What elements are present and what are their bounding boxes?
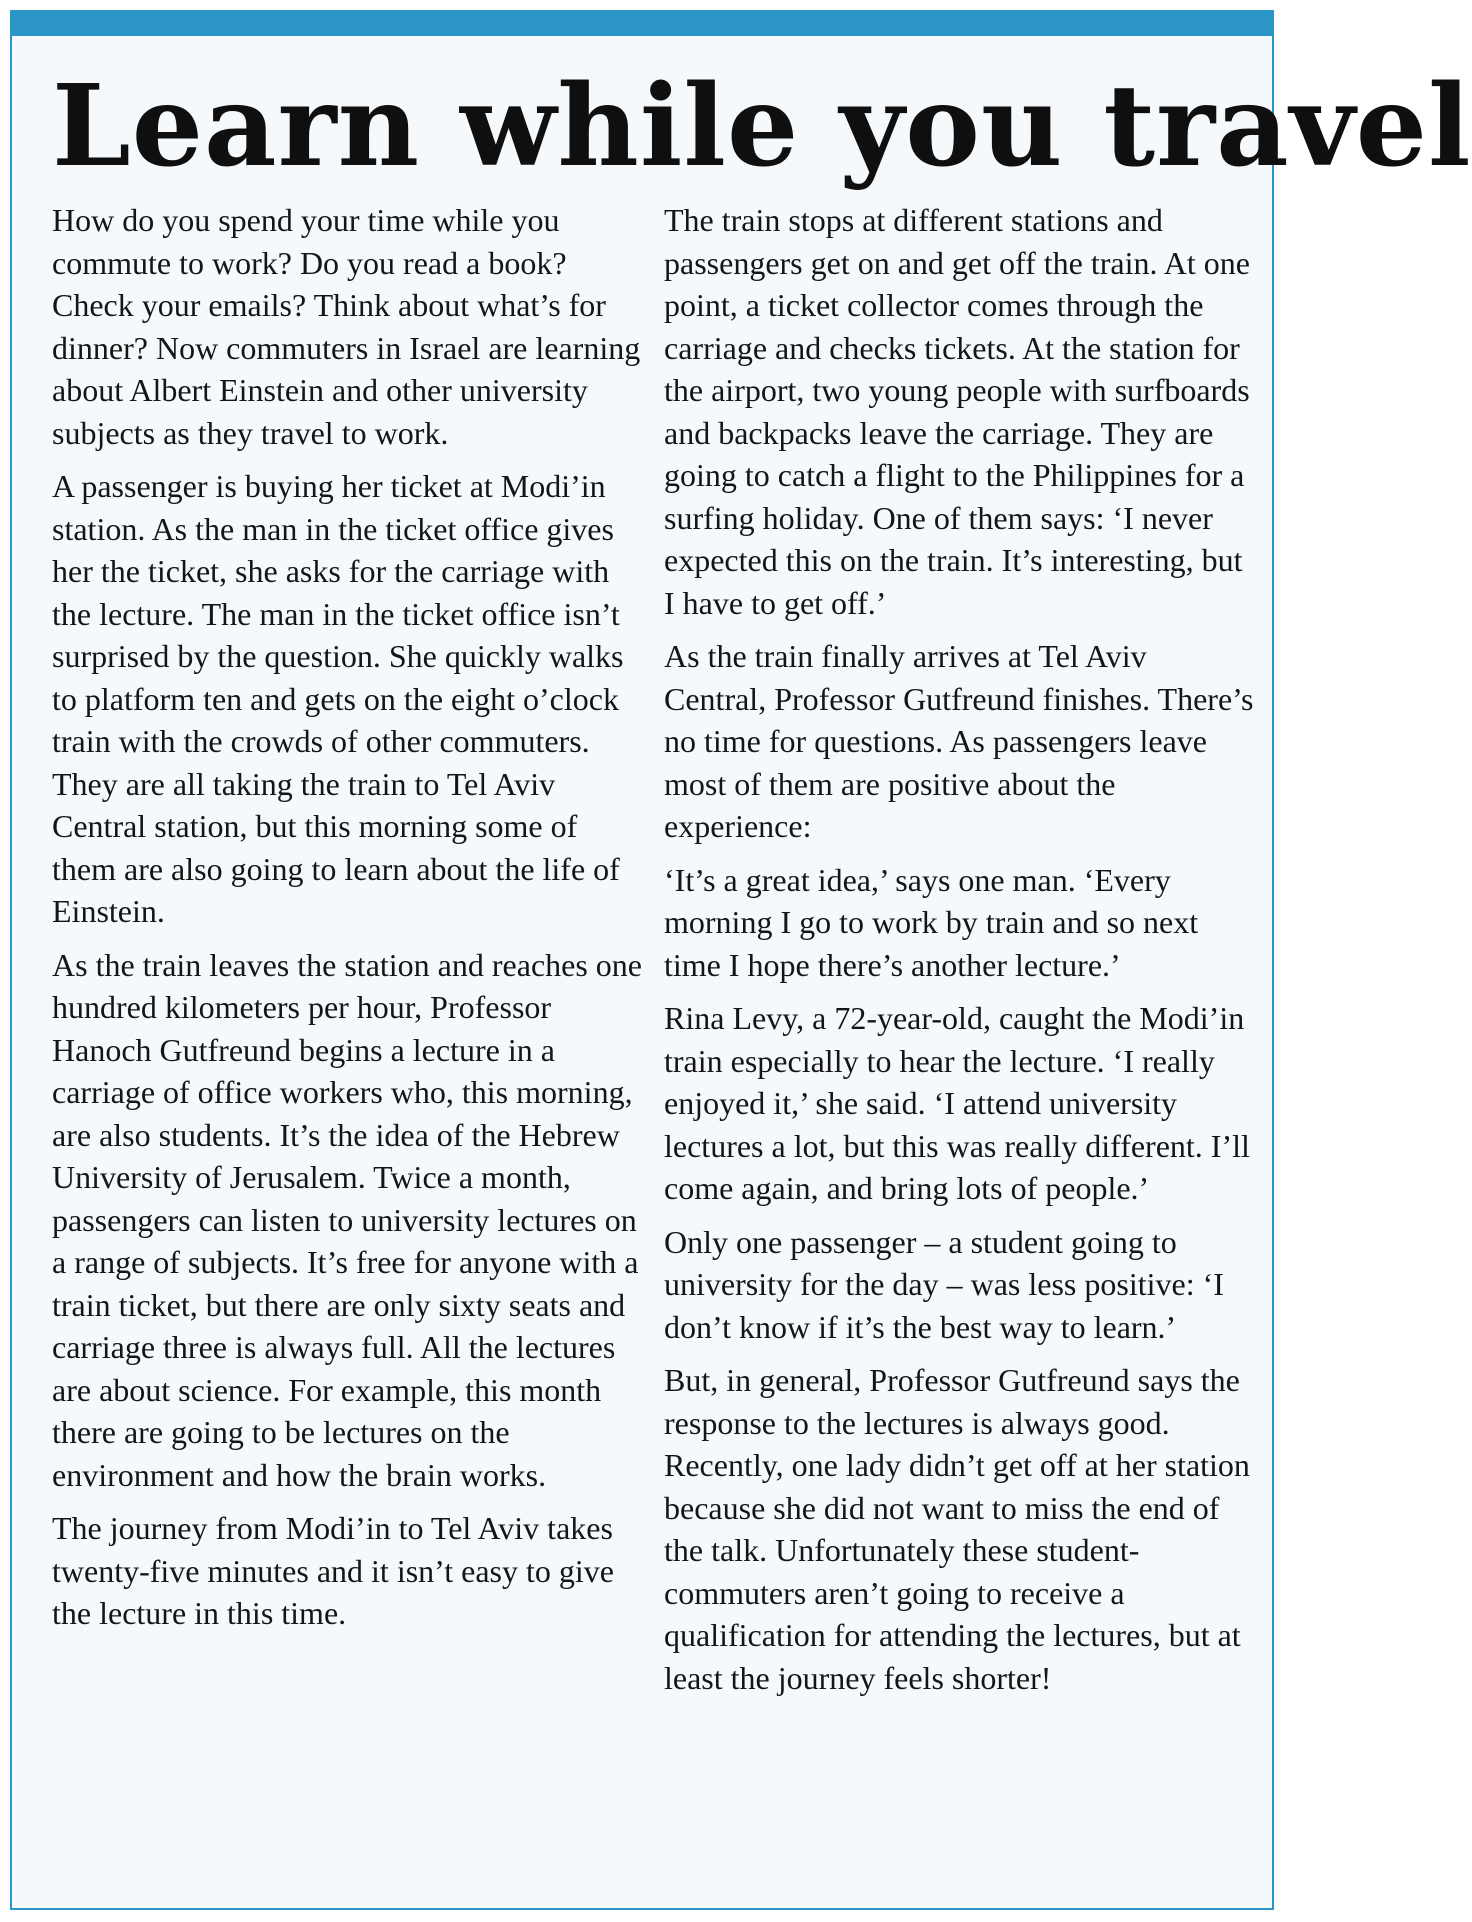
- paragraph: The journey from Modi’in to Tel Aviv takes twenty-five minutes and it isn’t easy to give the lecture in this time.: [52, 1510, 614, 1631]
- paragraph: A passenger is buying her ticket at Modi’in station. As the man in the ticket office gives her the ticket, she asks for the carriage with the lecture. The man in the ticket office isn’t surprised by the question. She quickly walks to platform ten and gets on the eight o’clock train with the crowds of other commuters. They are all taking the train to Tel Aviv Central station, but this morning some of them are also going to learn about the life of Einstein.: [52, 468, 624, 929]
- left-column: [52, 199, 642, 1646]
- paragraph: As the train finally arrives at Tel Aviv Central, Professor Gutfreund finishes. There’s no time for questions. As passengers leave most of them are positive about the experience:: [664, 638, 1254, 844]
- paragraph: As the train leaves the station and reaches one hundred kilometers per hour, Professor Hanoch Gutfreund begins a lecture in a carriage of office workers who, this morning, are also students. It’s the idea of the Hebrew University of Jerusalem. Twice a month, passengers can listen to university lectures on a range of subjects. It’s free for anyone with a train ticket, but there are only sixty seats and carriage three is always full. All the lectures are about science. For example, this month there are going to be lectures on the environment and how the brain works.: [52, 946, 642, 1493]
- paragraph: But, in general, Professor Gutfreund says the response to the lectures is always good. Recently, one lady didn’t get off at her station because she did not want to miss the end of the talk. Unfortunately these student-commuters aren’t going to receive a qualification for attending the lectures, but at least the journey feels shorter!: [664, 1362, 1250, 1696]
- paragraph: The train stops at different stations and passengers get on and get off the train. At one point, a ticket collector comes through the carriage and checks tickets. At the station for the airport, two young people with surfboards and backpacks leave the carriage. They are going to catch a flight to the Philippines for a surfing holiday. One of them says: ‘I never expected this on the train. It’s interesting, but I have to get off.’: [664, 202, 1250, 621]
- paragraph: Only one passenger – a student going to university for the day – was less positive: ‘I don’t know if it’s the best way to learn.’: [664, 1223, 1224, 1345]
- paragraph: Rina Levy, a 72-year-old, caught the Modi’in train especially to hear the lecture. ‘I really enjoyed it,’ she said. ‘I attend university lectures a lot, but this was really different. I’ll come again, and bring lots of people.’: [664, 1000, 1250, 1206]
- paragraph: How do you spend your time while you commute to work? Do you read a book? Check your emails? Think about what’s for dinner? Now commuters in Israel are learning about Albert Einstein and other university subjects as they travel to work.: [52, 202, 641, 451]
- right-column: [664, 199, 1254, 1710]
- paragraph: ‘It’s a great idea,’ says one man. ‘Every morning I go to work by train and so next time I hope there’s another lecture.’: [664, 861, 1199, 983]
- article-title: Learn while you travel: [52, 61, 1472, 192]
- article-panel: [10, 10, 1472, 1910]
